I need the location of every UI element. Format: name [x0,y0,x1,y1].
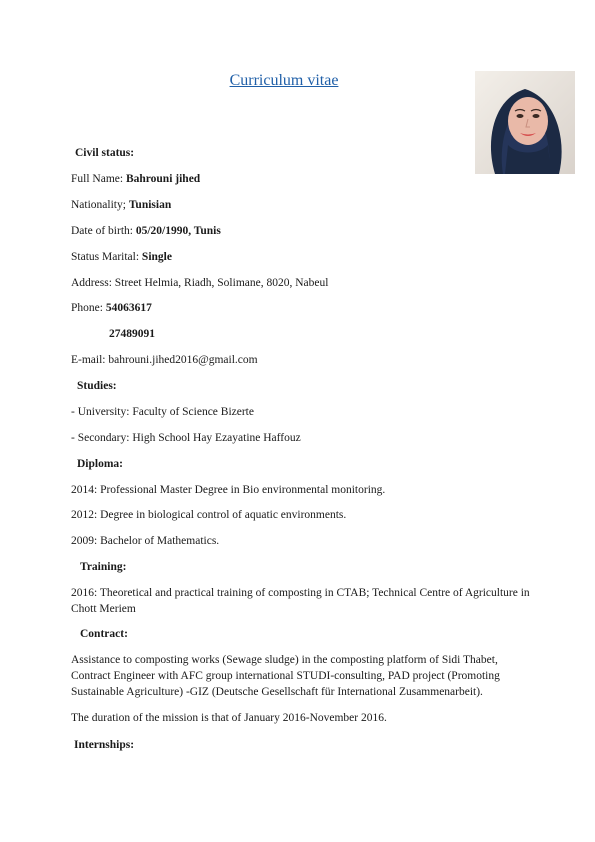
phone-secondary: 27489091 [109,328,155,340]
full-name-label: Full Name: [71,173,126,185]
page-title: Curriculum vitae [229,72,339,89]
dob-row [71,224,221,238]
internships-heading: Internships: [74,739,135,751]
nationality-row [71,198,171,212]
full-name-value: Bahrouni jihed [125,173,201,185]
marital-value: Single [141,251,172,263]
nationality-value: Tunisian [128,199,172,211]
marital-row [71,250,172,264]
portrait-image [475,71,575,174]
dob-label: Date of birth: [71,225,136,237]
training-heading: Training: [80,561,127,573]
marital-label: Status Marital: [71,251,142,263]
phone-row [71,301,152,315]
phone-label: Phone: [71,302,106,314]
studies-heading: Studies: [77,380,117,392]
email-row: E-mail: bahrouni.jihed2016@gmail.com [71,354,258,366]
civil-status-heading: Civil status: [75,147,135,159]
diploma-item: 2012: Degree in biological control of aquatic environments. [71,509,347,521]
training-text: 2016: Theoretical and practical training of composting in CTAB; Technical Centre of Agriculture in Chott Meriem [71,587,530,615]
diploma-item: 2014: Professional Master Degree in Bio environmental monitoring. [71,484,386,496]
study-secondary: - Secondary: High School Hay Ezayatine Haffouz [71,432,301,444]
contract-duration: The duration of the mission is that of January 2016-November 2016. [71,712,387,724]
contract-heading: Contract: [80,628,128,640]
phone-primary: 54063617 [105,302,152,314]
diploma-item: 2009: Bachelor of Mathematics. [71,535,220,547]
contract-text: Assistance to composting works (Sewage sludge) in the composting platform of Sidi Thabet, Contract Engineer with AFC group international STUDI-consulting, PAD project (Promoting Sustainable Agriculture) -GIZ (Deutsche Gesellschaft für International Zusammenarbeit). [71,654,500,698]
phone-secondary-row [109,327,155,341]
nationality-label: Nationality; [71,199,129,211]
study-university: - University: Faculty of Science Bizerte [71,406,254,418]
diploma-heading: Diploma: [77,458,123,470]
profile-photo [475,71,575,174]
full-name-row [71,172,200,186]
address-row: Address: Street Helmia, Riadh, Solimane, 8020, Nabeul [71,277,329,289]
dob-value: 05/20/1990, Tunis [135,225,221,237]
